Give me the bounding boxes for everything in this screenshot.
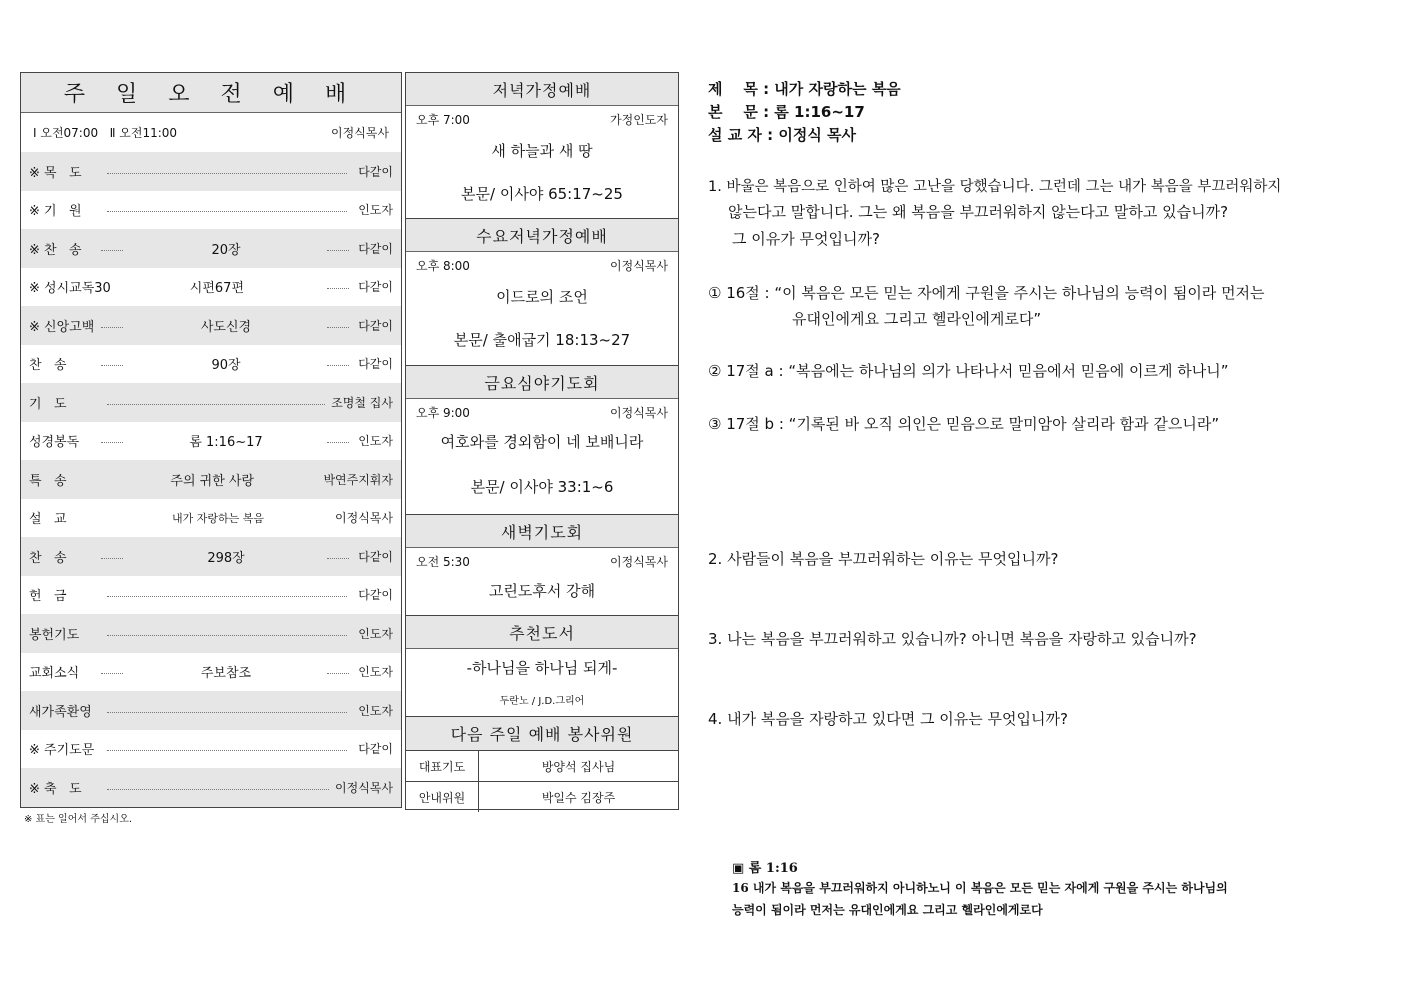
dot-leader bbox=[107, 750, 347, 751]
worship-row bbox=[21, 768, 401, 807]
question-2: 2. 사람들이 복음을 부끄러워하는 이유는 무엇입니까? bbox=[708, 550, 1059, 568]
question-3: 3. 나는 복음을 부끄러워하고 있습니까? 아니면 복음을 자랑하고 있습니까? bbox=[708, 630, 1197, 648]
answer-2: ② 17절 a : “복음에는 하나님의 의가 나타나서 믿음에서 믿음에 이르게 하나니” bbox=[708, 362, 1229, 380]
wednesday-time: 오후 8:00 bbox=[416, 258, 470, 273]
verse-line-1: 16 내가 복음을 부끄러워하지 아니하노니 이 복음은 모든 믿는 자에게 구원을 주시는 하나님의 bbox=[732, 881, 1228, 895]
worship-item-label: 성경봉독 bbox=[29, 435, 80, 451]
worship-item-leader: 인도자 bbox=[358, 434, 393, 449]
wednesday-time-row bbox=[406, 252, 678, 278]
evening-worship-box bbox=[405, 72, 679, 219]
worship-item-middle bbox=[111, 277, 353, 296]
evening-leader: 가정인도자 bbox=[610, 112, 668, 127]
friday-prayer-box bbox=[405, 366, 679, 515]
worship-item-detail: 내가 자랑하는 복음 bbox=[172, 511, 265, 525]
evening-text: 본문/ 이사야 65:17~25 bbox=[461, 185, 623, 203]
wednesday-leader: 이정식목사 bbox=[610, 258, 668, 273]
question-1-line-2: 않는다고 말합니다. 그는 왜 복음을 부끄러워하지 않는다고 말하고 있습니까? bbox=[728, 203, 1229, 221]
worship-item-middle bbox=[101, 239, 353, 258]
worship-item-middle bbox=[101, 402, 331, 403]
sermon-title: 제 목 : 내가 자랑하는 복음 bbox=[708, 80, 901, 98]
worship-item-middle bbox=[101, 787, 335, 788]
dot-leader bbox=[107, 173, 347, 174]
worship-item-leader: 이정식목사 bbox=[335, 511, 393, 526]
worship-item-detail: 롬 1:16~17 bbox=[189, 435, 263, 451]
dot-leader bbox=[101, 673, 123, 674]
worship-item-leader: 다같이 bbox=[358, 549, 393, 564]
worship-item-middle bbox=[101, 710, 353, 711]
servant-role: 안내위원 bbox=[406, 782, 479, 813]
worship-item-detail: 20장 bbox=[211, 242, 241, 258]
worship-item-leader: 조명철 집사 bbox=[331, 395, 393, 410]
worship-row bbox=[21, 229, 401, 268]
question-1-line-3: 그 이유가 무엇입니까? bbox=[732, 230, 880, 248]
book-author: 두란노 / J.D.그리어 bbox=[499, 696, 585, 707]
dot-leader bbox=[107, 712, 347, 713]
dot-leader bbox=[107, 596, 347, 597]
dot-leader bbox=[107, 789, 329, 790]
worship-item-leader: 인도자 bbox=[358, 626, 393, 641]
worship-item-middle bbox=[101, 748, 353, 749]
worship-row bbox=[21, 576, 401, 615]
dawn-leader: 이정식목사 bbox=[610, 554, 668, 569]
worship-item-detail: 주의 귀한 사랑 bbox=[170, 473, 255, 489]
worship-item-label: ※ 기 원 bbox=[29, 204, 82, 220]
dot-leader bbox=[327, 442, 349, 443]
worship-item-leader: 다같이 bbox=[358, 164, 393, 179]
verse-line-2: 능력이 됨이라 먼저는 유대인에게요 그리고 헬라인에게로다 bbox=[732, 903, 1043, 917]
worship-item-detail: 주보참조 bbox=[200, 666, 252, 682]
servants-title: 다음 주일 예배 봉사위원 bbox=[406, 717, 678, 750]
worship-item-label: 찬 송 bbox=[29, 358, 67, 374]
worship-item-label: ※ 축 도 bbox=[29, 781, 82, 797]
evening-theme: 새 하늘과 새 땅 bbox=[491, 142, 593, 160]
dot-leader bbox=[107, 635, 347, 636]
worship-item-detail: 298장 bbox=[207, 550, 245, 566]
service-leader: 이정식목사 bbox=[331, 126, 389, 140]
worship-row bbox=[21, 537, 401, 576]
worship-item-leader: 인도자 bbox=[358, 665, 393, 680]
book-title: 추천도서 bbox=[406, 616, 678, 649]
recommended-book-box bbox=[405, 616, 679, 717]
worship-item-leader: 다같이 bbox=[358, 318, 393, 333]
dot-leader bbox=[107, 404, 325, 405]
friday-text: 본문/ 이사야 33:1~6 bbox=[470, 478, 614, 496]
answer-1-line-1: ① 16절 : “이 복음은 모든 믿는 자에게 구원을 주시는 하나님의 능력이 됨이라 먼저는 bbox=[708, 284, 1265, 302]
worship-row bbox=[21, 691, 401, 730]
dawn-time-row bbox=[406, 548, 678, 574]
worship-item-label: ※ 성시교독30 bbox=[29, 281, 111, 297]
worship-item-label: 특 송 bbox=[29, 473, 67, 489]
service-times: Ⅰ 오전07:00 Ⅱ 오전11:00 bbox=[33, 126, 178, 140]
worship-item-middle bbox=[101, 547, 353, 566]
dot-leader bbox=[327, 558, 349, 559]
dot-leader bbox=[101, 365, 123, 366]
answer-1-line-2: 유대인에게요 그리고 헬라인에게로다” bbox=[792, 310, 1042, 328]
worship-item-label: 찬 송 bbox=[29, 550, 67, 566]
worship-item-middle bbox=[101, 510, 335, 526]
servants-table bbox=[406, 750, 678, 812]
dot-leader bbox=[327, 673, 349, 674]
worship-item-label: 기 도 bbox=[29, 396, 67, 412]
worship-title: 주 일 오 전 예 배 bbox=[21, 73, 401, 113]
worship-item-detail: 90장 bbox=[211, 358, 241, 374]
friday-title: 금요심야기도회 bbox=[406, 366, 678, 399]
dawn-theme: 고린도후서 강해 bbox=[488, 582, 596, 600]
worship-item-detail: 시편67편 bbox=[189, 281, 245, 297]
worship-item-middle bbox=[101, 316, 353, 335]
worship-item-middle bbox=[101, 594, 353, 595]
worship-row bbox=[21, 345, 401, 384]
service-times-row bbox=[21, 113, 401, 152]
footnote: ※ 표는 일어서 주십시오. bbox=[24, 814, 133, 825]
worship-row bbox=[21, 422, 401, 461]
sermon-text: 본 문 : 롬 1:16~17 bbox=[708, 103, 865, 121]
answer-3: ③ 17절 b : “기록된 바 오직 의인은 믿음으로 말미암아 살리라 함과 같으니라” bbox=[708, 415, 1220, 433]
verse-ref: ▣ 롬 1:16 bbox=[732, 861, 798, 876]
wednesday-worship-box bbox=[405, 219, 679, 366]
table-row bbox=[406, 751, 678, 782]
book-name: -하나님을 하나님 되게- bbox=[466, 659, 618, 677]
worship-rows bbox=[21, 152, 401, 807]
friday-leader: 이정식목사 bbox=[610, 405, 668, 420]
friday-time-row bbox=[406, 399, 678, 425]
worship-item-label: 교회소식 bbox=[29, 666, 80, 682]
worship-row bbox=[21, 499, 401, 538]
worship-item-leader: 다같이 bbox=[358, 357, 393, 372]
dot-leader bbox=[107, 211, 347, 212]
wednesday-theme: 이드로의 조언 bbox=[496, 288, 588, 306]
worship-row bbox=[21, 383, 401, 422]
worship-row bbox=[21, 152, 401, 191]
worship-item-middle bbox=[101, 354, 353, 373]
worship-item-label: ※ 신앙고백 bbox=[29, 319, 95, 335]
worship-order-table bbox=[20, 72, 402, 808]
evening-time: 오후 7:00 bbox=[416, 112, 470, 127]
question-4: 4. 내가 복음을 자랑하고 있다면 그 이유는 무엇입니까? bbox=[708, 710, 1068, 728]
dot-leader bbox=[327, 327, 349, 328]
worship-item-label: ※ 목 도 bbox=[29, 165, 82, 181]
friday-theme: 여호와를 경외함이 네 보배니라 bbox=[440, 433, 644, 451]
servant-name: 박일수 김장주 bbox=[479, 782, 679, 813]
worship-item-label: ※ 주기도문 bbox=[29, 743, 95, 759]
dot-leader bbox=[327, 365, 349, 366]
dot-leader bbox=[327, 288, 349, 289]
worship-item-middle bbox=[101, 633, 353, 634]
servant-role: 대표기도 bbox=[406, 751, 479, 782]
dawn-title: 새벽기도회 bbox=[406, 515, 678, 548]
worship-item-middle bbox=[101, 662, 353, 681]
worship-row bbox=[21, 730, 401, 769]
worship-row bbox=[21, 306, 401, 345]
table-row bbox=[406, 782, 678, 813]
worship-item-label: 봉헌기도 bbox=[29, 627, 80, 643]
worship-item-leader: 인도자 bbox=[358, 703, 393, 718]
worship-item-leader: 이정식목사 bbox=[335, 780, 393, 795]
dot-leader bbox=[101, 250, 123, 251]
dot-leader bbox=[327, 250, 349, 251]
servant-name: 방양석 집사님 bbox=[479, 751, 679, 782]
dot-leader bbox=[101, 442, 123, 443]
evening-time-row bbox=[406, 106, 678, 132]
dot-leader bbox=[101, 327, 123, 328]
worship-item-leader: 다같이 bbox=[358, 742, 393, 757]
worship-item-middle bbox=[101, 470, 323, 489]
friday-time: 오후 9:00 bbox=[416, 405, 470, 420]
worship-row bbox=[21, 191, 401, 230]
worship-row bbox=[21, 653, 401, 692]
worship-row bbox=[21, 268, 401, 307]
worship-item-leader: 다같이 bbox=[358, 588, 393, 603]
weekly-schedule-column bbox=[405, 72, 679, 810]
worship-item-label: 헌 금 bbox=[29, 589, 67, 605]
worship-item-label: ※ 찬 송 bbox=[29, 242, 82, 258]
worship-item-leader: 박연주지휘자 bbox=[323, 472, 393, 487]
evening-title: 저녁가정예배 bbox=[406, 73, 678, 106]
worship-item-label: 설 교 bbox=[29, 512, 67, 528]
worship-item-middle bbox=[101, 171, 353, 172]
worship-item-label: 새가족환영 bbox=[29, 704, 92, 720]
worship-item-leader: 다같이 bbox=[358, 280, 393, 295]
dot-leader bbox=[101, 558, 123, 559]
servants-box bbox=[405, 717, 679, 810]
question-1-line-1: 1. 바울은 복음으로 인하여 많은 고난을 당했습니다. 그런데 그는 내가 복음을 부끄러워하지 bbox=[708, 179, 1282, 195]
worship-row bbox=[21, 614, 401, 653]
dawn-prayer-box bbox=[405, 515, 679, 616]
wednesday-title: 수요저녁가정예배 bbox=[406, 219, 678, 252]
worship-item-leader: 인도자 bbox=[358, 203, 393, 218]
wednesday-text: 본문/ 출애굽기 18:13~27 bbox=[453, 331, 631, 349]
sermon-preacher: 설 교 자 : 이정식 목사 bbox=[708, 126, 857, 144]
dawn-time: 오전 5:30 bbox=[416, 554, 470, 569]
worship-row bbox=[21, 460, 401, 499]
worship-item-middle bbox=[101, 209, 353, 210]
worship-item-detail: 사도신경 bbox=[200, 319, 252, 335]
worship-item-leader: 다같이 bbox=[358, 241, 393, 256]
worship-item-middle bbox=[101, 431, 353, 450]
